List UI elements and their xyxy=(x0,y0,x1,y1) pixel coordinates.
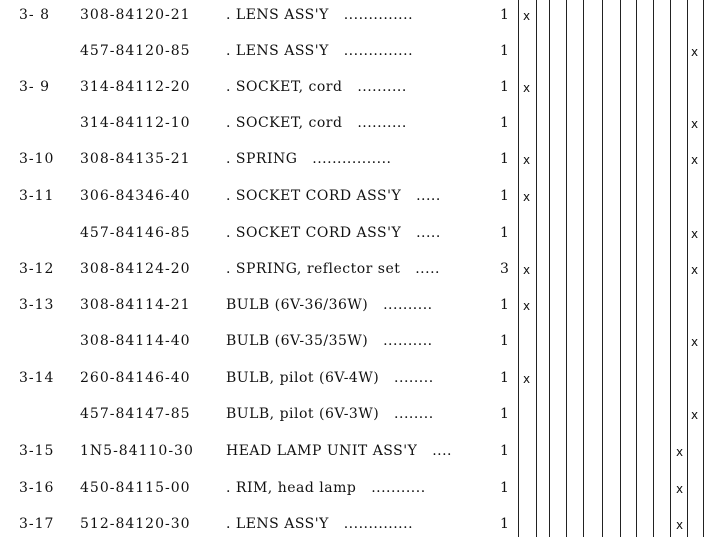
part-number: 457-84146-85 xyxy=(80,225,191,241)
ref-number: 3-11 xyxy=(19,188,55,204)
quantity: 3 xyxy=(500,261,509,277)
dot-leader: .......... xyxy=(357,79,407,95)
description-text: . SOCKET, cord xyxy=(226,115,343,131)
description-text: BULB (6V-35/35W) xyxy=(226,333,369,349)
table-row xyxy=(0,113,715,133)
description-text: . LENS ASS'Y xyxy=(226,43,329,59)
part-number: 457-84147-85 xyxy=(80,406,191,422)
dot-leader: ..... xyxy=(416,188,441,204)
ref-number: 3-13 xyxy=(19,297,55,313)
part-description xyxy=(226,149,391,169)
ref-number: 3-12 xyxy=(19,261,55,277)
table-row xyxy=(0,223,715,243)
ref-number: 3-15 xyxy=(19,443,55,459)
description-text: BULB (6V-36/36W) xyxy=(226,297,369,313)
dot-leader: .............. xyxy=(343,7,414,23)
table-row xyxy=(0,5,715,25)
part-description xyxy=(226,259,440,279)
part-number: 308-84114-40 xyxy=(80,333,191,349)
table-row xyxy=(0,259,715,279)
applicability-mark: x xyxy=(523,263,531,277)
applicability-mark: x xyxy=(523,9,531,23)
quantity: 1 xyxy=(500,406,509,422)
quantity: 1 xyxy=(500,188,509,204)
applicability-mark: x xyxy=(691,227,699,241)
dot-leader: ................ xyxy=(312,151,392,167)
part-description xyxy=(226,5,413,25)
table-row xyxy=(0,368,715,388)
part-number: 314-84112-20 xyxy=(80,79,191,95)
applicability-mark: x xyxy=(676,482,684,496)
part-description xyxy=(226,41,413,61)
quantity: 1 xyxy=(500,443,509,459)
part-description xyxy=(226,77,407,97)
applicability-mark: x xyxy=(691,408,699,422)
table-row xyxy=(0,41,715,61)
applicability-mark: x xyxy=(523,190,531,204)
dot-leader: .............. xyxy=(343,516,414,532)
description-text: BULB, pilot (6V-3W) xyxy=(226,406,380,422)
description-text: HEAD LAMP UNIT ASS'Y xyxy=(226,443,418,459)
quantity: 1 xyxy=(500,115,509,131)
dot-leader: ..... xyxy=(416,225,441,241)
dot-leader: ........ xyxy=(394,406,434,422)
part-number: 308-84114-21 xyxy=(80,297,191,313)
description-text: . RIM, head lamp xyxy=(226,480,357,496)
applicability-mark: x xyxy=(523,81,531,95)
dot-leader: .... xyxy=(432,443,453,459)
ref-number: 3-16 xyxy=(19,480,55,496)
part-description xyxy=(226,368,434,388)
part-description xyxy=(226,404,434,424)
description-text: . SPRING, reflector set xyxy=(226,261,401,277)
part-description xyxy=(226,113,407,133)
applicability-mark: x xyxy=(523,372,531,386)
part-number: 260-84146-40 xyxy=(80,370,191,386)
quantity: 1 xyxy=(500,43,509,59)
part-description xyxy=(226,331,433,351)
applicability-mark: x xyxy=(523,299,531,313)
applicability-mark: x xyxy=(523,153,531,167)
table-row xyxy=(0,441,715,461)
applicability-mark: x xyxy=(691,117,699,131)
part-description xyxy=(226,223,441,243)
part-description xyxy=(226,295,433,315)
quantity: 1 xyxy=(500,516,509,532)
dot-leader: .......... xyxy=(383,297,433,313)
ref-number: 3-17 xyxy=(19,516,55,532)
applicability-mark: x xyxy=(676,518,684,532)
part-number: 1N5-84110-30 xyxy=(80,443,194,459)
applicability-mark: x xyxy=(691,335,699,349)
applicability-mark: x xyxy=(676,445,684,459)
part-number: 314-84112-10 xyxy=(80,115,191,131)
part-number: 457-84120-85 xyxy=(80,43,191,59)
description-text: BULB, pilot (6V-4W) xyxy=(226,370,380,386)
ref-number: 3- 8 xyxy=(19,7,50,23)
table-row xyxy=(0,149,715,169)
quantity: 1 xyxy=(500,333,509,349)
description-text: . SPRING xyxy=(226,151,298,167)
part-number: 512-84120-30 xyxy=(80,516,191,532)
description-text: . LENS ASS'Y xyxy=(226,7,329,23)
part-number: 308-84135-21 xyxy=(80,151,191,167)
quantity: 1 xyxy=(500,7,509,23)
dot-leader: ........... xyxy=(371,480,426,496)
ref-number: 3-10 xyxy=(19,151,55,167)
dot-leader: .............. xyxy=(343,43,414,59)
part-number: 450-84115-00 xyxy=(80,480,191,496)
table-row xyxy=(0,295,715,315)
ref-number: 3-14 xyxy=(19,370,55,386)
ref-number: 3- 9 xyxy=(19,79,50,95)
part-number: 306-84346-40 xyxy=(80,188,191,204)
dot-leader: .......... xyxy=(357,115,407,131)
applicability-mark: x xyxy=(691,263,699,277)
description-text: . SOCKET CORD ASS'Y xyxy=(226,225,402,241)
description-text: . LENS ASS'Y xyxy=(226,516,329,532)
part-description xyxy=(226,441,452,461)
table-row xyxy=(0,331,715,351)
table-row xyxy=(0,514,715,534)
part-number: 308-84120-21 xyxy=(80,7,191,23)
applicability-mark: x xyxy=(691,45,699,59)
quantity: 1 xyxy=(500,297,509,313)
quantity: 1 xyxy=(500,151,509,167)
part-description xyxy=(226,186,441,206)
table-row xyxy=(0,186,715,206)
part-number: 308-84124-20 xyxy=(80,261,191,277)
part-description xyxy=(226,478,426,498)
description-text: . SOCKET CORD ASS'Y xyxy=(226,188,402,204)
table-row xyxy=(0,404,715,424)
quantity: 1 xyxy=(500,79,509,95)
applicability-mark: x xyxy=(691,153,699,167)
dot-leader: ..... xyxy=(415,261,440,277)
dot-leader: ........ xyxy=(394,370,434,386)
table-row xyxy=(0,77,715,97)
description-text: . SOCKET, cord xyxy=(226,79,343,95)
quantity: 1 xyxy=(500,225,509,241)
quantity: 1 xyxy=(500,370,509,386)
part-description xyxy=(226,514,413,534)
dot-leader: .......... xyxy=(383,333,433,349)
table-row xyxy=(0,478,715,498)
quantity: 1 xyxy=(500,480,509,496)
